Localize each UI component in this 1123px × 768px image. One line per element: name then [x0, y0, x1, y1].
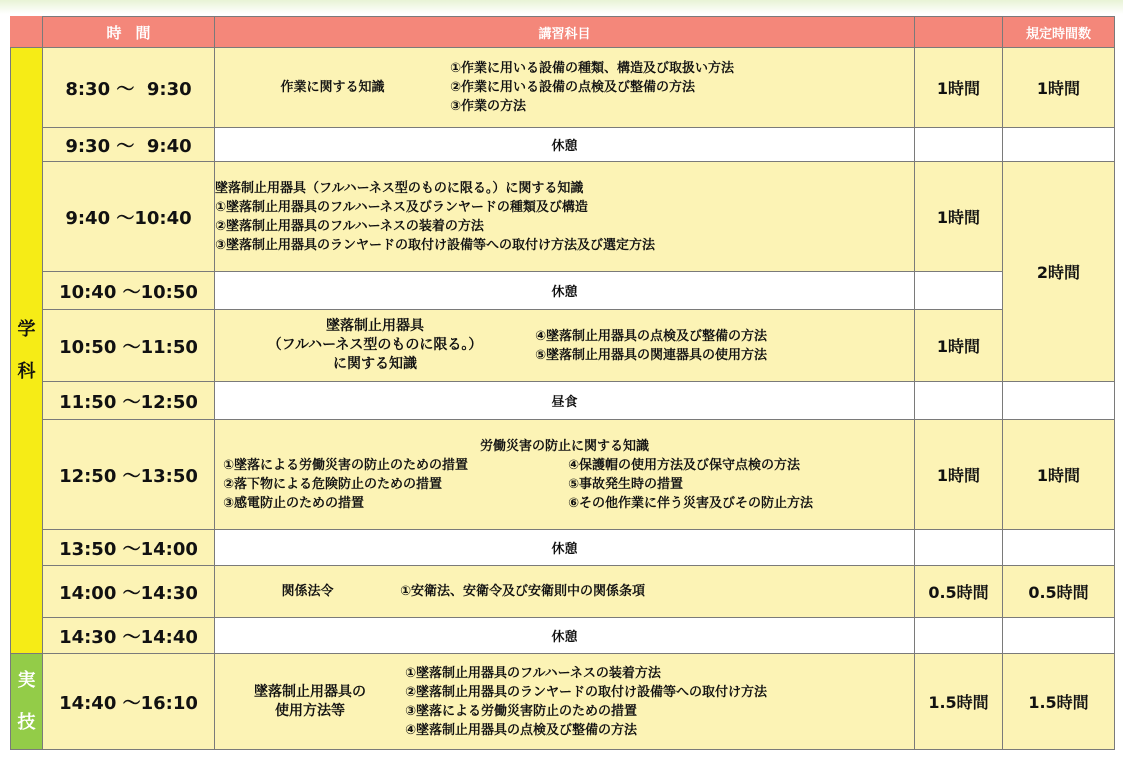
subject-items	[405, 664, 767, 740]
hours-cell: 1時間	[915, 420, 1003, 530]
required-cell: 1時間	[1003, 420, 1115, 530]
time-cell: 14:00 ～14:30	[43, 566, 215, 618]
subject-items-right	[568, 456, 813, 513]
break-cell: 休憩	[215, 128, 915, 162]
time-cell: 8:30 ～ 9:30	[43, 48, 215, 128]
subject-items	[535, 327, 767, 365]
hours-cell: 1.5時間	[915, 654, 1003, 750]
required-cell	[1003, 382, 1115, 420]
subject-items	[223, 456, 906, 513]
schedule-table	[10, 16, 1115, 750]
subject-item: ④保護帽の使用方法及び保守点検の方法	[568, 457, 801, 473]
header-subject: 講習科目	[215, 17, 915, 48]
subject-item: ④墜落制止用器具の点検及び整備の方法	[535, 328, 768, 344]
category-char: 技	[17, 711, 36, 733]
subject-item: ②落下物による危険防止のための措置	[223, 476, 443, 492]
table-row	[11, 272, 1115, 310]
subject-item: ⑤墜落制止用器具の関連器具の使用方法	[535, 347, 768, 363]
subject-title	[215, 683, 405, 721]
category-char: 学	[17, 318, 36, 340]
subject-cell	[215, 162, 915, 272]
break-cell: 休憩	[215, 618, 915, 654]
subject-items-left	[223, 456, 568, 513]
break-cell: 休憩	[215, 272, 915, 310]
subject-item: ①墜落による労働災害の防止のための措置	[223, 457, 469, 473]
header-blank	[915, 17, 1003, 48]
category-jitsugi	[11, 654, 43, 750]
hours-cell	[915, 272, 1003, 310]
required-cell	[1003, 530, 1115, 566]
subject-cell	[215, 48, 915, 128]
table-row	[11, 162, 1115, 272]
break-cell: 休憩	[215, 530, 915, 566]
time-cell: 12:50 ～13:50	[43, 420, 215, 530]
subject-title: 関係法令	[281, 584, 334, 599]
required-cell: 1時間	[1003, 48, 1115, 128]
table-row	[11, 48, 1115, 128]
subject-cell	[215, 654, 915, 750]
time-cell: 14:40 ～16:10	[43, 654, 215, 750]
table-row	[11, 420, 1115, 530]
subject-item: ①安衛法、安衛令及び安衛則中の関係条項	[400, 584, 646, 599]
subject-title-line: 墜落制止用器具の	[254, 683, 366, 700]
subject-item: ②墜落制止用器具のランヤードの取付け設備等への取付け方法	[405, 684, 768, 700]
required-cell	[1003, 618, 1115, 654]
subject-title-line: （フルハーネス型のものに限る。）	[267, 337, 483, 353]
hours-cell	[915, 530, 1003, 566]
table-row	[11, 566, 1115, 618]
table-row	[11, 382, 1115, 420]
break-cell: 昼食	[215, 382, 915, 420]
required-cell	[1003, 128, 1115, 162]
subject-item: ②墜落制止用器具のフルハーネスの装着の方法	[215, 218, 484, 234]
hours-cell	[915, 618, 1003, 654]
subject-item: ⑤事故発生時の措置	[568, 476, 684, 492]
hours-cell: 0.5時間	[915, 566, 1003, 618]
hours-cell	[915, 382, 1003, 420]
hours-cell: 1時間	[915, 310, 1003, 382]
time-cell: 10:40 ～10:50	[43, 272, 215, 310]
table-row	[11, 654, 1115, 750]
time-cell: 14:30 ～14:40	[43, 618, 215, 654]
subject-cell	[215, 310, 915, 382]
subject-item: ①墜落制止用器具のフルハーネスの装着方法	[405, 665, 661, 681]
category-char: 実	[17, 669, 36, 691]
subject-item: ④墜落制止用器具の点検及び整備の方法	[405, 722, 638, 738]
subject-item: ③墜落制止用器具のランヤードの取付け設備等への取付け方法及び選定方法	[215, 237, 656, 253]
time-cell: 13:50 ～14:00	[43, 530, 215, 566]
subject-title: 作業に関する知識	[280, 80, 385, 95]
subject-title: 労働災害の防止に関する知識	[479, 438, 649, 454]
subject-item: ①作業に用いる設備の種類、構造及び取扱い方法	[450, 61, 735, 76]
header-row	[11, 17, 1115, 48]
category-gakka	[11, 48, 43, 654]
table-row	[11, 128, 1115, 162]
subject-item: ①墜落制止用器具のフルハーネス及びランヤードの種類及び構造	[215, 199, 588, 215]
hours-cell	[915, 128, 1003, 162]
subject-cell	[215, 566, 915, 618]
category-char: 科	[17, 360, 36, 382]
subject-item: ③墜落による労働災害防止のための措置	[405, 703, 638, 719]
table-row	[11, 618, 1115, 654]
subject-item: ②作業に用いる設備の点検及び整備の方法	[450, 80, 696, 95]
time-cell: 9:30 ～ 9:40	[43, 128, 215, 162]
subject-title	[215, 317, 535, 374]
subject-title-line: 墜落制止用器具	[326, 318, 424, 334]
time-cell: 11:50 ～12:50	[43, 382, 215, 420]
subject-item: ③感電防止のための措置	[223, 495, 365, 511]
time-cell: 10:50 ～11:50	[43, 310, 215, 382]
subject-items	[450, 59, 734, 116]
subject-cell	[215, 420, 915, 530]
required-cell: 2時間	[1003, 162, 1115, 382]
header-corner	[11, 17, 43, 48]
table-row	[11, 530, 1115, 566]
table-row	[11, 310, 1115, 382]
hours-cell: 1時間	[915, 48, 1003, 128]
subject-item: ⑥その他作業に伴う災害及びその防止方法	[568, 495, 814, 511]
subject-title-line: 使用方法等	[275, 702, 345, 719]
subject-item: ③作業の方法	[450, 99, 527, 114]
required-cell: 1.5時間	[1003, 654, 1115, 750]
header-time: 時間	[43, 17, 215, 48]
header-required: 規定時間数	[1003, 17, 1115, 48]
subject-title-line: に関する知識	[333, 356, 417, 372]
time-cell: 9:40 ～10:40	[43, 162, 215, 272]
hours-cell: 1時間	[915, 162, 1003, 272]
required-cell: 0.5時間	[1003, 566, 1115, 618]
subject-title: 墜落制止用器具（フルハーネス型のものに限る。）に関する知識	[215, 180, 584, 196]
